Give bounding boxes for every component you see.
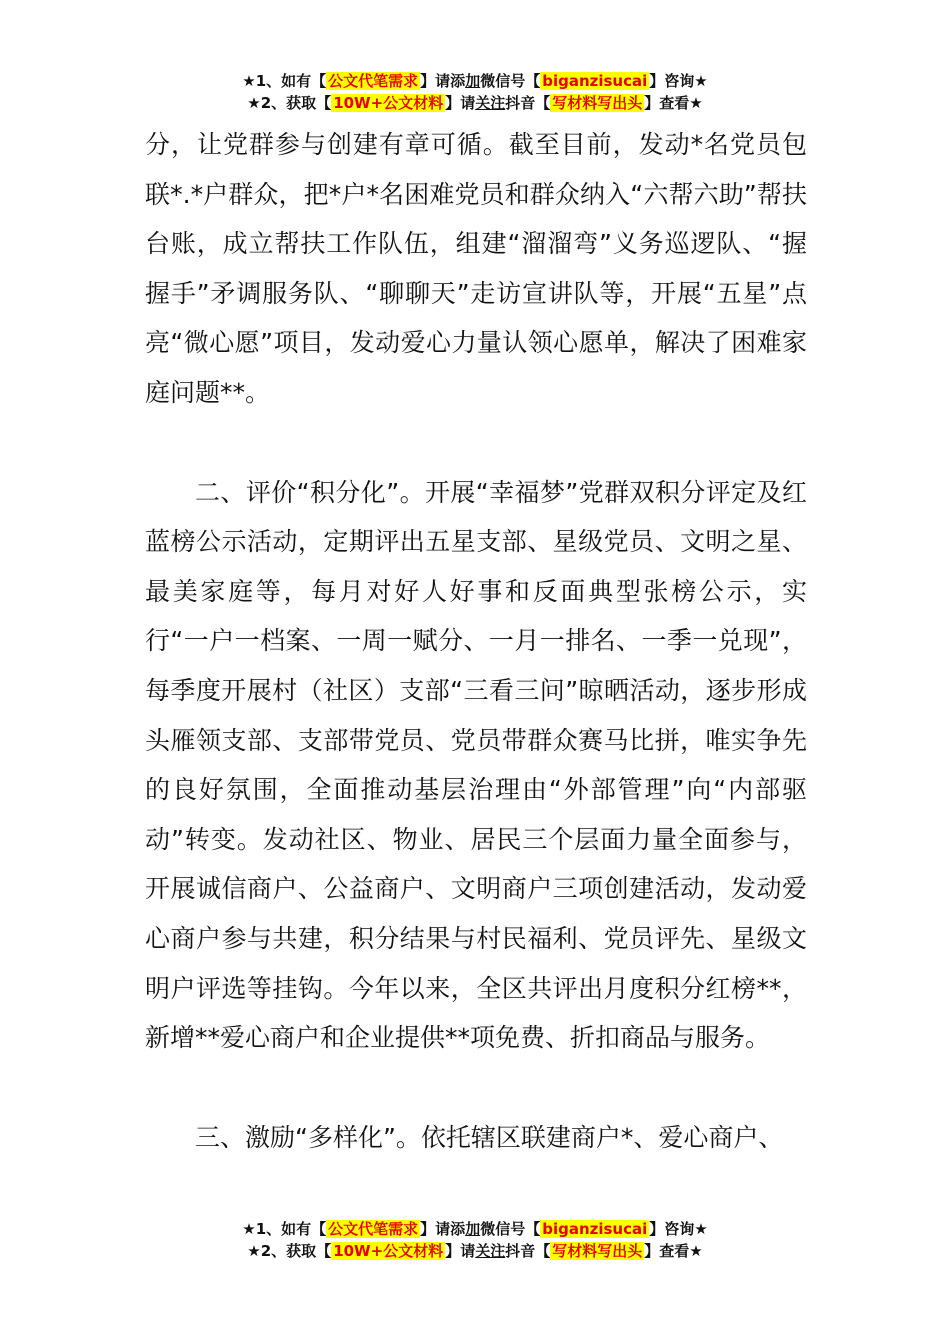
highlight-service: 公文代笔需求 xyxy=(328,1220,419,1238)
highlight-wechat-id: biganzisucai xyxy=(542,1220,648,1238)
paragraph-2: 二、评价“积分化”。开展“幸福梦”党群双积分评定及红蓝榜公示活动，定期评出五星支部、星级党员、文明之星、最美家庭等，每月对好人好事和反面典型张榜公示，实行“一户一档案、一周一赋分、一月一排名、一季一兑现”，每季度开展村（社区）支部“三看三问”晾晒活动，逐步形成头雁领支部、支部带党员、党员带群众赛马比拼，唯实争先的良好氛围，全面推动基层治理由“外部管理”向“内部驱动”转变。发动社区、物业、居民三个层面力量全面参与，开展诚信商户、公益商户、文明商户三项创建活动，发动爱心商户参与共建，积分结果与村民福利、党员评先、星级文明户评选等挂钩。今年以来，全区共评出月度积分红榜**，新增**爱心商户和企业提供**项免费、折扣商品与服务。 xyxy=(145,477,807,1053)
banner-link[interactable]: 加 xyxy=(465,1220,481,1238)
banner-text: 1、如有【 xyxy=(255,72,327,90)
banner-link[interactable]: 加 xyxy=(465,72,481,90)
banner-text: 】咨询★ xyxy=(649,72,708,90)
highlight-materials: 10W+公文材料 xyxy=(333,1242,444,1260)
highlight-service: 公文代笔需求 xyxy=(328,72,419,90)
star-icon: ★ xyxy=(247,94,261,112)
star-icon: ★ xyxy=(247,1242,261,1260)
banner-text: 微信号【 xyxy=(480,1220,541,1238)
banner-text: 】请 xyxy=(445,94,476,112)
paragraph-1: 分，让党群参与创建有章可循。截至目前，发动*名党员包联*.*户群众，把*户*名困难党员和群众纳入“六帮六助”帮扶台账，成立帮扶工作队伍，组建“溜溜弯”义务巡逻队、“握握手”矛调服务队、“聊聊天”走访宣讲队等，开展“五星”点亮“微心愿”项目，发动爱心力量认领心愿单，解决了困难家庭问题**。 xyxy=(145,130,807,407)
highlight-douyin: 写材料写出头 xyxy=(552,94,643,112)
banner-link[interactable]: 关注 xyxy=(475,94,506,112)
banner-text: 抖音【 xyxy=(505,94,551,112)
star-icon: ★ xyxy=(242,1220,256,1238)
banner-text: 】请添 xyxy=(420,72,466,90)
highlight-materials: 10W+公文材料 xyxy=(333,94,444,112)
star-icon: ★ xyxy=(242,72,256,90)
footer-line-2 xyxy=(0,1240,950,1262)
banner-text: 】查看★ xyxy=(644,1242,703,1260)
header-line-2 xyxy=(0,92,950,114)
highlight-douyin: 写材料写出头 xyxy=(552,1242,643,1260)
highlight-wechat-id: biganzisucai xyxy=(542,72,648,90)
banner-text: 1、如有【 xyxy=(255,1220,327,1238)
banner-text: 】请 xyxy=(445,1242,476,1260)
banner-link[interactable]: 关注 xyxy=(475,1242,506,1260)
footer-banner xyxy=(0,1218,950,1262)
header-banner xyxy=(0,70,950,114)
banner-text: 微信号【 xyxy=(480,72,541,90)
footer-line-1 xyxy=(0,1218,950,1240)
banner-text: 2、获取【 xyxy=(260,1242,332,1260)
banner-text: 】咨询★ xyxy=(649,1220,708,1238)
header-line-1 xyxy=(0,70,950,92)
banner-text: 】请添 xyxy=(420,1220,466,1238)
banner-text: 】查看★ xyxy=(644,94,703,112)
paragraph-3: 三、激励“多样化”。依托辖区联建商户*、爱心商户、 xyxy=(195,1122,784,1152)
banner-text: 2、获取【 xyxy=(260,94,332,112)
document-body xyxy=(145,120,807,1162)
banner-text: 抖音【 xyxy=(505,1242,551,1260)
